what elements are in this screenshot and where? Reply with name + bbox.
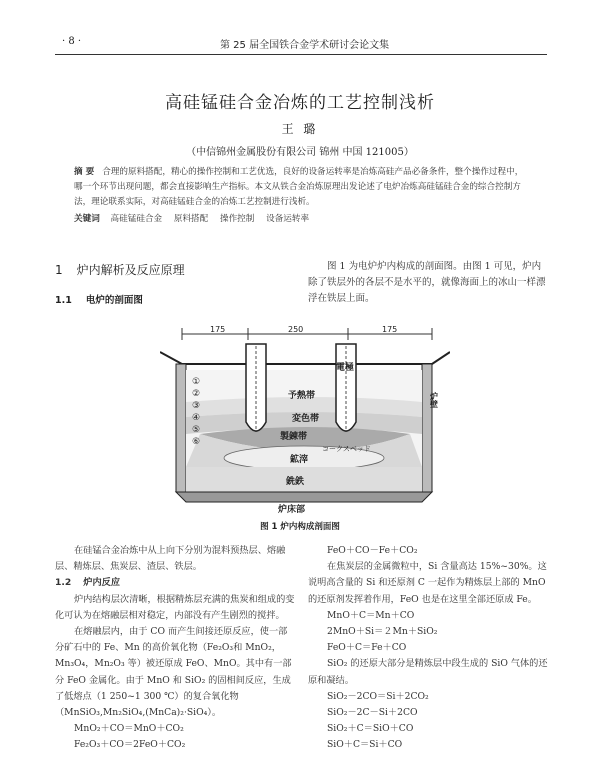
abstract	[74, 165, 529, 210]
furnace-wall-right	[422, 364, 432, 492]
keywords-label: 关键词	[74, 214, 100, 224]
subsection-title: 炉内反应	[83, 577, 121, 589]
hearth-label: 炉床部	[278, 505, 306, 514]
affiliation: （中信锦州金属股份有限公司 锦州 中国 121005）	[186, 147, 414, 158]
preheat-label: 予熱帯	[288, 391, 316, 401]
refine-label: 製錬帯	[280, 432, 308, 442]
subsection-number: 1.2	[55, 577, 72, 589]
keywords	[74, 212, 529, 224]
equation: Fe₂O₃＋CO＝2FeO＋CO₂	[74, 739, 186, 751]
subsection-number: 1.1	[55, 295, 72, 306]
layer-number: ④	[192, 413, 201, 423]
layer-number: ②	[192, 389, 201, 399]
abstract-label: 摘 要	[74, 167, 95, 177]
section-number: 1	[55, 263, 63, 277]
paragraph: SiO₂ 的还原大部分是精炼层中段生成的 SiO 气体的还原和凝结。	[308, 658, 548, 686]
wall-label: 炉壁	[429, 392, 439, 408]
layer-number: ⑥	[192, 437, 201, 447]
iron-label: 銑鉄	[286, 477, 305, 487]
section-heading	[55, 261, 185, 278]
author: 王 璐	[281, 122, 319, 136]
keyword: 操作控制	[219, 214, 255, 224]
equation: FeO＋CO－Fe＋CO₂	[327, 545, 418, 556]
equation: FeO＋C＝Fe＋CO	[327, 642, 407, 654]
paragraph: 在熔融层内，由于 CO 而产生间接还原反应，使一部分矿石中的 Fe、Mn 的高价氧化物（Fe₂O₃和 MnO₂，Mn₃O₄，Mn₂O₃ 等）被还原成 FeO、MnO。其中有一部分 FeO 金属化。由于 MnO 和 SiO₂ 的固相间反应，生成了低熔点（1 250~1 300 ℃）的复合氧化物（MnSiO₃,Mn₂SiO₄,(MnCa)₂·SiO₄）。	[55, 626, 292, 719]
paragraph: 在焦炭层的金属微粒中，Si 含量高达 15%~30%。这说明高含量的 Si 和还原剂 C 一起作为精炼层上部的 MnO 的还原剂发挥着作用，FeO 也是在这里全部还原成 Fe。	[308, 561, 547, 605]
coke-label: コークスベッド	[322, 445, 371, 453]
equation: SiO₂－2CO＝Si＋2CO₂	[327, 690, 429, 702]
paragraph: 在硅锰合金冶炼中从上向下分别为混料预热层、熔融层、精炼层、焦炭层、渣层、铁层。	[55, 545, 286, 573]
page-number: · 8 ·	[62, 36, 82, 47]
subsection-heading	[55, 575, 295, 591]
dim-label-left: 175	[210, 325, 226, 334]
figure-caption: 图 1 炉内构成剖面图	[260, 522, 340, 532]
right-column	[308, 543, 550, 754]
keyword: 设备运转率	[266, 214, 310, 224]
equation: SiO₂－2C－Si＋2CO	[327, 707, 418, 719]
equation: 2MnO＋Si＝２Mn＋SiO₂	[327, 626, 438, 638]
equation: MnO＋C＝Mn＋CO	[327, 609, 415, 621]
furnace-diagram	[160, 322, 450, 514]
equation: SiO₂＋C＝SiO＋CO	[327, 723, 414, 735]
furnace-roof	[160, 352, 450, 364]
subsection-heading	[55, 292, 143, 306]
layer-number: ③	[192, 401, 201, 411]
equation: SiO＋C＝Si＋CO	[327, 739, 403, 751]
keyword: 高硅锰硅合金	[110, 214, 163, 224]
header-rule	[55, 54, 547, 55]
melt-label: 変色帯	[292, 414, 320, 424]
left-column	[55, 543, 295, 754]
electrode-label: 電極	[336, 363, 355, 373]
section-title: 炉内解析及反应原理	[76, 263, 185, 277]
intro-paragraph: 图 1 为电炉炉内构成的剖面图。由图 1 可见，炉内除了铁层外的各层不是水平的，就像海面上的冰山一样漂浮在铁层上面。	[308, 261, 546, 304]
hearth-base	[176, 492, 432, 502]
layer-number: ⑤	[192, 425, 201, 435]
dim-label-right: 175	[382, 325, 398, 334]
paper-title: 高硅锰硅合金冶炼的工艺控制浅析	[165, 93, 435, 113]
slag-label: 鉱滓	[290, 455, 309, 465]
equation: MnO₂＋CO＝MnO＋CO₂	[74, 723, 184, 735]
dim-label-mid: 250	[288, 325, 304, 334]
abstract-text: 合理的原料搭配，精心的操作控制和工艺优选，良好的设备运转率是冶炼高硅产品必备条件，整个操作过程中，哪一个环节出现问题，都会直接影响生产指标。本文从铁合金冶炼原理出发论述了电炉冶炼高硅锰硅合金的综合控制方法，理论联系实际，对高硅锰硅合金的冶炼工艺控制进行浅析。	[74, 167, 524, 207]
paragraph: 炉内结构层次清晰，根据精炼层充满的焦炭和组成的变化可认为在熔融层相对稳定，内部没有产生剧烈的搅拌。	[55, 593, 295, 621]
layer-number: ①	[192, 377, 201, 387]
running-header: 第 25 届全国铁合金学术研讨会论文集	[220, 40, 390, 51]
keyword: 原料搭配	[173, 214, 209, 224]
furnace-wall-left	[176, 364, 186, 492]
subsection-title: 电炉的剖面图	[85, 295, 143, 306]
